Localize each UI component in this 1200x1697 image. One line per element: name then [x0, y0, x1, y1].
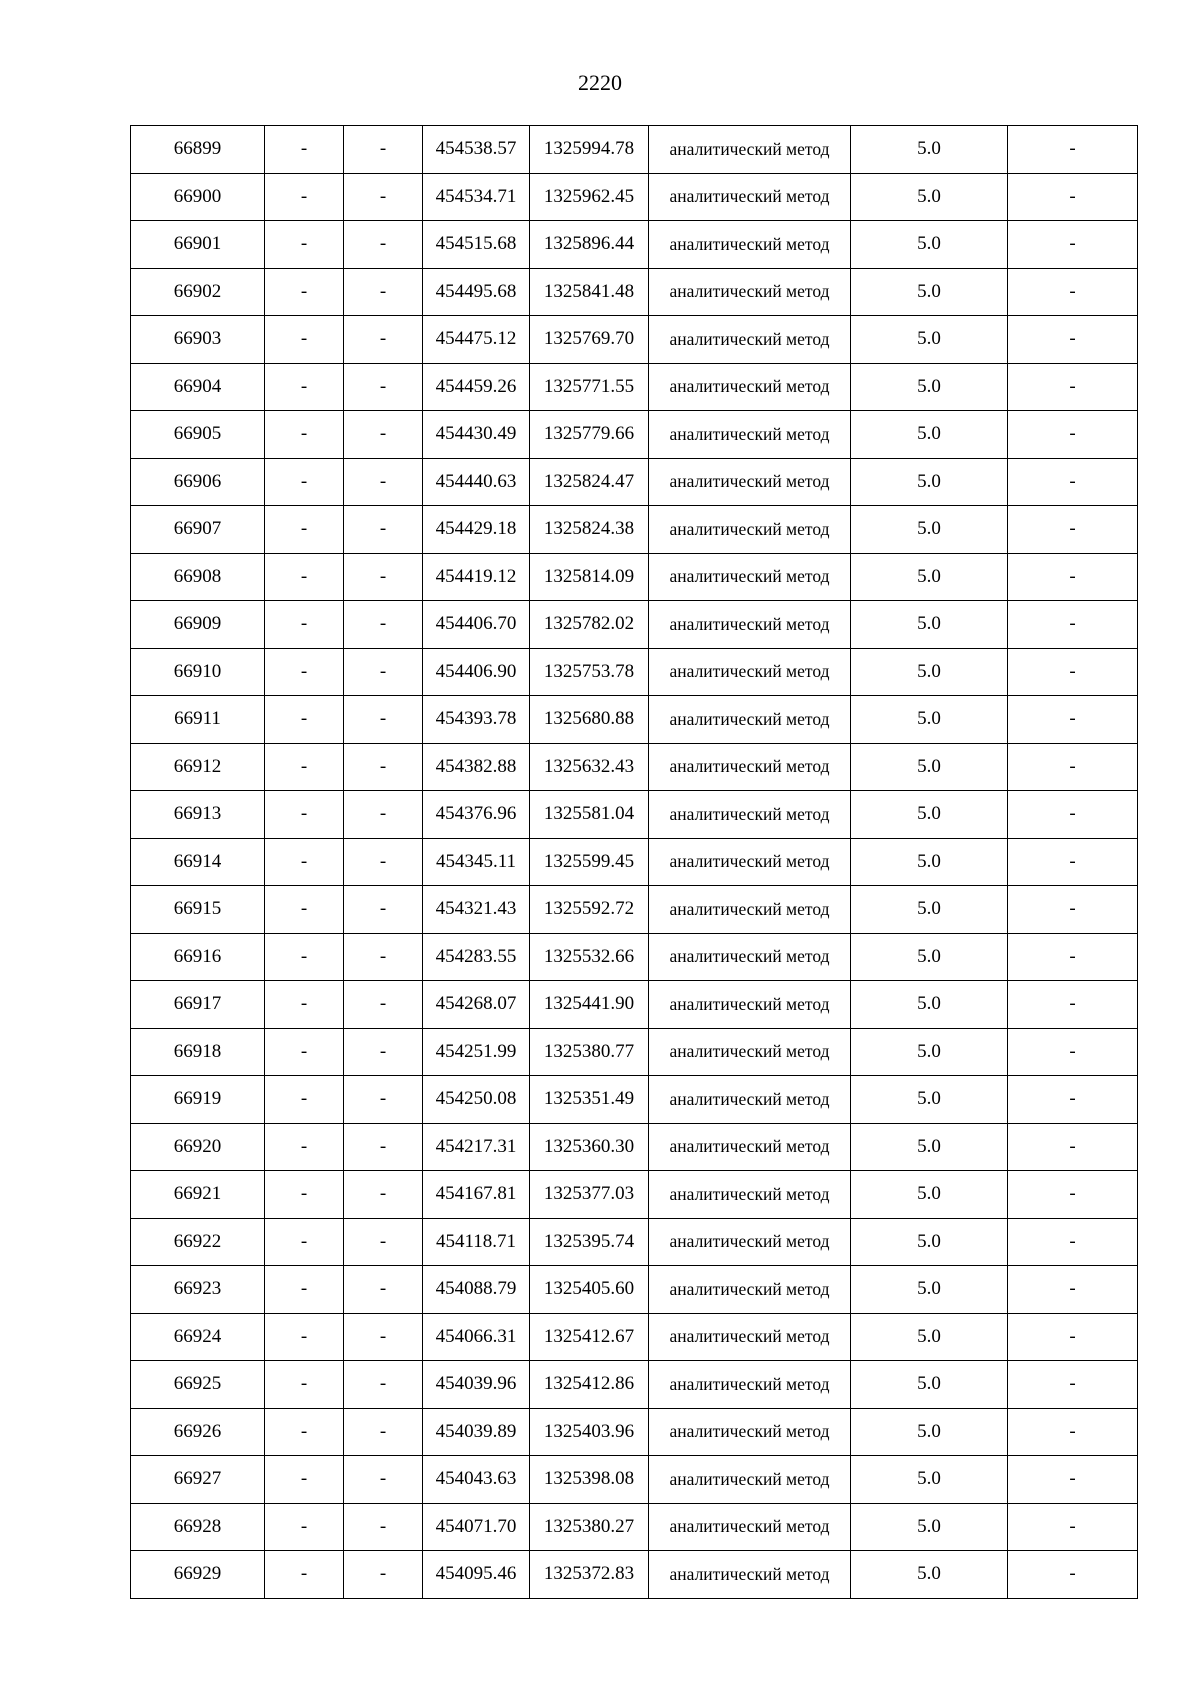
x-coordinate-cell: 454066.31 [423, 1313, 530, 1361]
method-cell: аналитический метод [649, 316, 851, 364]
table-row [131, 126, 1138, 174]
x-coordinate-cell: 454534.71 [423, 173, 530, 221]
y-coordinate-cell: 1325824.47 [530, 458, 649, 506]
accuracy-cell: 5.0 [851, 1361, 1008, 1409]
accuracy-cell: 5.0 [851, 126, 1008, 174]
coordinates-table-body [131, 126, 1138, 1599]
method-cell: аналитический метод [649, 791, 851, 839]
accuracy-cell: 5.0 [851, 506, 1008, 554]
note-cell: - [1008, 411, 1138, 459]
method-cell: аналитический метод [649, 1076, 851, 1124]
table-row [131, 411, 1138, 459]
x-coordinate-cell: 454167.81 [423, 1171, 530, 1219]
note-cell: - [1008, 1171, 1138, 1219]
x-coordinate-cell: 454515.68 [423, 221, 530, 269]
empty-dash-cell: - [344, 221, 423, 269]
table-row [131, 506, 1138, 554]
y-coordinate-cell: 1325599.45 [530, 838, 649, 886]
table-row [131, 1361, 1138, 1409]
empty-dash-cell: - [344, 411, 423, 459]
empty-dash-cell: - [344, 1456, 423, 1504]
point-number-cell: 66916 [131, 933, 265, 981]
note-cell: - [1008, 1456, 1138, 1504]
method-cell: аналитический метод [649, 696, 851, 744]
empty-dash-cell: - [344, 1266, 423, 1314]
y-coordinate-cell: 1325372.83 [530, 1551, 649, 1599]
accuracy-cell: 5.0 [851, 1076, 1008, 1124]
point-number-cell: 66911 [131, 696, 265, 744]
x-coordinate-cell: 454430.49 [423, 411, 530, 459]
empty-dash-cell: - [265, 553, 344, 601]
accuracy-cell: 5.0 [851, 648, 1008, 696]
table-row [131, 221, 1138, 269]
empty-dash-cell: - [344, 1076, 423, 1124]
y-coordinate-cell: 1325962.45 [530, 173, 649, 221]
note-cell: - [1008, 696, 1138, 744]
empty-dash-cell: - [344, 1171, 423, 1219]
point-number-cell: 66907 [131, 506, 265, 554]
note-cell: - [1008, 648, 1138, 696]
empty-dash-cell: - [344, 1408, 423, 1456]
accuracy-cell: 5.0 [851, 743, 1008, 791]
y-coordinate-cell: 1325351.49 [530, 1076, 649, 1124]
y-coordinate-cell: 1325360.30 [530, 1123, 649, 1171]
x-coordinate-cell: 454321.43 [423, 886, 530, 934]
empty-dash-cell: - [265, 1313, 344, 1361]
note-cell: - [1008, 743, 1138, 791]
empty-dash-cell: - [265, 316, 344, 364]
y-coordinate-cell: 1325412.86 [530, 1361, 649, 1409]
method-cell: аналитический метод [649, 173, 851, 221]
accuracy-cell: 5.0 [851, 363, 1008, 411]
method-cell: аналитический метод [649, 1266, 851, 1314]
point-number-cell: 66917 [131, 981, 265, 1029]
point-number-cell: 66904 [131, 363, 265, 411]
empty-dash-cell: - [265, 221, 344, 269]
method-cell: аналитический метод [649, 886, 851, 934]
empty-dash-cell: - [265, 981, 344, 1029]
empty-dash-cell: - [265, 1408, 344, 1456]
empty-dash-cell: - [344, 743, 423, 791]
x-coordinate-cell: 454088.79 [423, 1266, 530, 1314]
empty-dash-cell: - [344, 173, 423, 221]
table-row [131, 1313, 1138, 1361]
x-coordinate-cell: 454440.63 [423, 458, 530, 506]
method-cell: аналитический метод [649, 411, 851, 459]
x-coordinate-cell: 454393.78 [423, 696, 530, 744]
y-coordinate-cell: 1325753.78 [530, 648, 649, 696]
table-row [131, 838, 1138, 886]
table-row [131, 553, 1138, 601]
point-number-cell: 66899 [131, 126, 265, 174]
note-cell: - [1008, 1076, 1138, 1124]
empty-dash-cell: - [265, 1076, 344, 1124]
accuracy-cell: 5.0 [851, 458, 1008, 506]
accuracy-cell: 5.0 [851, 221, 1008, 269]
accuracy-cell: 5.0 [851, 1551, 1008, 1599]
point-number-cell: 66912 [131, 743, 265, 791]
accuracy-cell: 5.0 [851, 981, 1008, 1029]
coordinates-table [130, 125, 1138, 1599]
table-row [131, 1076, 1138, 1124]
point-number-cell: 66909 [131, 601, 265, 649]
table-row [131, 1028, 1138, 1076]
empty-dash-cell: - [265, 126, 344, 174]
empty-dash-cell: - [344, 458, 423, 506]
method-cell: аналитический метод [649, 1503, 851, 1551]
page-number: 2220 [578, 70, 622, 95]
empty-dash-cell: - [344, 981, 423, 1029]
method-cell: аналитический метод [649, 1361, 851, 1409]
empty-dash-cell: - [344, 838, 423, 886]
empty-dash-cell: - [344, 268, 423, 316]
empty-dash-cell: - [265, 506, 344, 554]
table-row [131, 791, 1138, 839]
point-number-cell: 66913 [131, 791, 265, 839]
y-coordinate-cell: 1325398.08 [530, 1456, 649, 1504]
method-cell: аналитический метод [649, 601, 851, 649]
empty-dash-cell: - [265, 933, 344, 981]
empty-dash-cell: - [265, 1266, 344, 1314]
point-number-cell: 66908 [131, 553, 265, 601]
note-cell: - [1008, 838, 1138, 886]
empty-dash-cell: - [344, 1123, 423, 1171]
table-row [131, 601, 1138, 649]
note-cell: - [1008, 506, 1138, 554]
point-number-cell: 66905 [131, 411, 265, 459]
y-coordinate-cell: 1325581.04 [530, 791, 649, 839]
x-coordinate-cell: 454406.70 [423, 601, 530, 649]
table-row [131, 268, 1138, 316]
point-number-cell: 66924 [131, 1313, 265, 1361]
empty-dash-cell: - [265, 363, 344, 411]
x-coordinate-cell: 454419.12 [423, 553, 530, 601]
note-cell: - [1008, 601, 1138, 649]
accuracy-cell: 5.0 [851, 553, 1008, 601]
table-row [131, 886, 1138, 934]
accuracy-cell: 5.0 [851, 886, 1008, 934]
method-cell: аналитический метод [649, 1171, 851, 1219]
method-cell: аналитический метод [649, 553, 851, 601]
note-cell: - [1008, 221, 1138, 269]
empty-dash-cell: - [265, 1123, 344, 1171]
point-number-cell: 66920 [131, 1123, 265, 1171]
x-coordinate-cell: 454345.11 [423, 838, 530, 886]
method-cell: аналитический метод [649, 743, 851, 791]
note-cell: - [1008, 1313, 1138, 1361]
empty-dash-cell: - [265, 1503, 344, 1551]
empty-dash-cell: - [265, 648, 344, 696]
empty-dash-cell: - [344, 791, 423, 839]
method-cell: аналитический метод [649, 981, 851, 1029]
x-coordinate-cell: 454538.57 [423, 126, 530, 174]
note-cell: - [1008, 173, 1138, 221]
table-row [131, 1266, 1138, 1314]
point-number-cell: 66902 [131, 268, 265, 316]
point-number-cell: 66918 [131, 1028, 265, 1076]
y-coordinate-cell: 1325769.70 [530, 316, 649, 364]
empty-dash-cell: - [344, 1028, 423, 1076]
y-coordinate-cell: 1325380.77 [530, 1028, 649, 1076]
empty-dash-cell: - [344, 648, 423, 696]
method-cell: аналитический метод [649, 1028, 851, 1076]
x-coordinate-cell: 454406.90 [423, 648, 530, 696]
note-cell: - [1008, 886, 1138, 934]
empty-dash-cell: - [265, 268, 344, 316]
empty-dash-cell: - [265, 458, 344, 506]
accuracy-cell: 5.0 [851, 173, 1008, 221]
method-cell: аналитический метод [649, 506, 851, 554]
accuracy-cell: 5.0 [851, 601, 1008, 649]
method-cell: аналитический метод [649, 1218, 851, 1266]
table-row [131, 173, 1138, 221]
x-coordinate-cell: 454251.99 [423, 1028, 530, 1076]
accuracy-cell: 5.0 [851, 1313, 1008, 1361]
method-cell: аналитический метод [649, 268, 851, 316]
empty-dash-cell: - [344, 126, 423, 174]
point-number-cell: 66910 [131, 648, 265, 696]
empty-dash-cell: - [344, 506, 423, 554]
note-cell: - [1008, 791, 1138, 839]
empty-dash-cell: - [265, 173, 344, 221]
empty-dash-cell: - [344, 1218, 423, 1266]
empty-dash-cell: - [344, 1551, 423, 1599]
x-coordinate-cell: 454429.18 [423, 506, 530, 554]
table-row [131, 933, 1138, 981]
x-coordinate-cell: 454475.12 [423, 316, 530, 364]
point-number-cell: 66926 [131, 1408, 265, 1456]
accuracy-cell: 5.0 [851, 316, 1008, 364]
note-cell: - [1008, 933, 1138, 981]
empty-dash-cell: - [265, 1456, 344, 1504]
table-row [131, 1123, 1138, 1171]
note-cell: - [1008, 981, 1138, 1029]
point-number-cell: 66921 [131, 1171, 265, 1219]
y-coordinate-cell: 1325395.74 [530, 1218, 649, 1266]
table-row [131, 981, 1138, 1029]
note-cell: - [1008, 1361, 1138, 1409]
accuracy-cell: 5.0 [851, 1171, 1008, 1219]
method-cell: аналитический метод [649, 838, 851, 886]
accuracy-cell: 5.0 [851, 1028, 1008, 1076]
y-coordinate-cell: 1325405.60 [530, 1266, 649, 1314]
y-coordinate-cell: 1325896.44 [530, 221, 649, 269]
note-cell: - [1008, 1028, 1138, 1076]
method-cell: аналитический метод [649, 458, 851, 506]
point-number-cell: 66915 [131, 886, 265, 934]
accuracy-cell: 5.0 [851, 1266, 1008, 1314]
x-coordinate-cell: 454382.88 [423, 743, 530, 791]
y-coordinate-cell: 1325771.55 [530, 363, 649, 411]
note-cell: - [1008, 268, 1138, 316]
table-row [131, 1171, 1138, 1219]
accuracy-cell: 5.0 [851, 696, 1008, 744]
y-coordinate-cell: 1325632.43 [530, 743, 649, 791]
empty-dash-cell: - [344, 553, 423, 601]
table-row [131, 1218, 1138, 1266]
x-coordinate-cell: 454118.71 [423, 1218, 530, 1266]
note-cell: - [1008, 1408, 1138, 1456]
empty-dash-cell: - [265, 791, 344, 839]
empty-dash-cell: - [265, 696, 344, 744]
note-cell: - [1008, 363, 1138, 411]
empty-dash-cell: - [265, 1218, 344, 1266]
point-number-cell: 66925 [131, 1361, 265, 1409]
empty-dash-cell: - [265, 743, 344, 791]
empty-dash-cell: - [265, 601, 344, 649]
note-cell: - [1008, 126, 1138, 174]
point-number-cell: 66906 [131, 458, 265, 506]
empty-dash-cell: - [265, 1361, 344, 1409]
table-row [131, 648, 1138, 696]
x-coordinate-cell: 454095.46 [423, 1551, 530, 1599]
y-coordinate-cell: 1325841.48 [530, 268, 649, 316]
y-coordinate-cell: 1325779.66 [530, 411, 649, 459]
empty-dash-cell: - [344, 933, 423, 981]
x-coordinate-cell: 454459.26 [423, 363, 530, 411]
table-row [131, 363, 1138, 411]
table-row [131, 696, 1138, 744]
method-cell: аналитический метод [649, 648, 851, 696]
y-coordinate-cell: 1325380.27 [530, 1503, 649, 1551]
y-coordinate-cell: 1325814.09 [530, 553, 649, 601]
table-row [131, 458, 1138, 506]
accuracy-cell: 5.0 [851, 268, 1008, 316]
empty-dash-cell: - [265, 411, 344, 459]
empty-dash-cell: - [265, 886, 344, 934]
note-cell: - [1008, 458, 1138, 506]
y-coordinate-cell: 1325592.72 [530, 886, 649, 934]
empty-dash-cell: - [344, 601, 423, 649]
y-coordinate-cell: 1325994.78 [530, 126, 649, 174]
x-coordinate-cell: 454043.63 [423, 1456, 530, 1504]
accuracy-cell: 5.0 [851, 1218, 1008, 1266]
y-coordinate-cell: 1325412.67 [530, 1313, 649, 1361]
empty-dash-cell: - [344, 1503, 423, 1551]
point-number-cell: 66929 [131, 1551, 265, 1599]
point-number-cell: 66901 [131, 221, 265, 269]
point-number-cell: 66900 [131, 173, 265, 221]
point-number-cell: 66919 [131, 1076, 265, 1124]
empty-dash-cell: - [265, 838, 344, 886]
method-cell: аналитический метод [649, 221, 851, 269]
empty-dash-cell: - [344, 696, 423, 744]
empty-dash-cell: - [344, 886, 423, 934]
accuracy-cell: 5.0 [851, 1503, 1008, 1551]
empty-dash-cell: - [344, 1361, 423, 1409]
accuracy-cell: 5.0 [851, 1123, 1008, 1171]
y-coordinate-cell: 1325403.96 [530, 1408, 649, 1456]
empty-dash-cell: - [344, 316, 423, 364]
table-row [131, 743, 1138, 791]
note-cell: - [1008, 553, 1138, 601]
point-number-cell: 66922 [131, 1218, 265, 1266]
y-coordinate-cell: 1325377.03 [530, 1171, 649, 1219]
point-number-cell: 66928 [131, 1503, 265, 1551]
method-cell: аналитический метод [649, 1313, 851, 1361]
y-coordinate-cell: 1325441.90 [530, 981, 649, 1029]
table-row [131, 316, 1138, 364]
empty-dash-cell: - [344, 363, 423, 411]
x-coordinate-cell: 454039.96 [423, 1361, 530, 1409]
empty-dash-cell: - [344, 1313, 423, 1361]
empty-dash-cell: - [265, 1551, 344, 1599]
table-row [131, 1408, 1138, 1456]
y-coordinate-cell: 1325824.38 [530, 506, 649, 554]
note-cell: - [1008, 1503, 1138, 1551]
x-coordinate-cell: 454376.96 [423, 791, 530, 839]
x-coordinate-cell: 454250.08 [423, 1076, 530, 1124]
table-row [131, 1503, 1138, 1551]
method-cell: аналитический метод [649, 933, 851, 981]
empty-dash-cell: - [265, 1171, 344, 1219]
x-coordinate-cell: 454217.31 [423, 1123, 530, 1171]
accuracy-cell: 5.0 [851, 1456, 1008, 1504]
x-coordinate-cell: 454071.70 [423, 1503, 530, 1551]
note-cell: - [1008, 1266, 1138, 1314]
method-cell: аналитический метод [649, 1551, 851, 1599]
accuracy-cell: 5.0 [851, 1408, 1008, 1456]
method-cell: аналитический метод [649, 126, 851, 174]
point-number-cell: 66923 [131, 1266, 265, 1314]
table-row [131, 1551, 1138, 1599]
table-row [131, 1456, 1138, 1504]
method-cell: аналитический метод [649, 1123, 851, 1171]
y-coordinate-cell: 1325782.02 [530, 601, 649, 649]
accuracy-cell: 5.0 [851, 933, 1008, 981]
note-cell: - [1008, 1551, 1138, 1599]
x-coordinate-cell: 454283.55 [423, 933, 530, 981]
empty-dash-cell: - [265, 1028, 344, 1076]
point-number-cell: 66914 [131, 838, 265, 886]
accuracy-cell: 5.0 [851, 411, 1008, 459]
y-coordinate-cell: 1325680.88 [530, 696, 649, 744]
method-cell: аналитический метод [649, 363, 851, 411]
note-cell: - [1008, 316, 1138, 364]
accuracy-cell: 5.0 [851, 791, 1008, 839]
accuracy-cell: 5.0 [851, 838, 1008, 886]
y-coordinate-cell: 1325532.66 [530, 933, 649, 981]
note-cell: - [1008, 1218, 1138, 1266]
note-cell: - [1008, 1123, 1138, 1171]
point-number-cell: 66927 [131, 1456, 265, 1504]
x-coordinate-cell: 454495.68 [423, 268, 530, 316]
method-cell: аналитический метод [649, 1408, 851, 1456]
x-coordinate-cell: 454268.07 [423, 981, 530, 1029]
method-cell: аналитический метод [649, 1456, 851, 1504]
x-coordinate-cell: 454039.89 [423, 1408, 530, 1456]
point-number-cell: 66903 [131, 316, 265, 364]
